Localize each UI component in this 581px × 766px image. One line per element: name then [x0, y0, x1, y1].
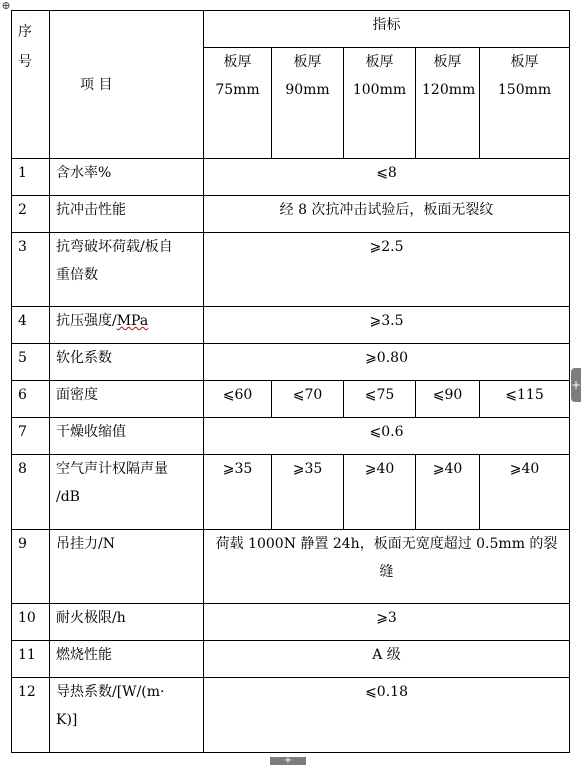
insert-row-button[interactable]: +: [270, 757, 306, 765]
table-row: [12, 233, 570, 307]
thickness-value: 90mm: [285, 82, 330, 98]
table-row: [12, 641, 570, 678]
table-row: [12, 307, 570, 344]
row-number: 6: [12, 381, 50, 418]
row-number: 10: [12, 604, 50, 641]
thickness-cell: [416, 48, 480, 159]
row-value: ⩾35: [272, 455, 344, 530]
row-item: [50, 678, 204, 753]
row-value: ⩾3: [204, 604, 570, 641]
header-row-1: [12, 11, 570, 48]
row-item-line1: 抗弯破坏荷载/板自: [56, 239, 173, 255]
table-row: [12, 159, 570, 196]
row-number: 1: [12, 159, 50, 196]
row-item: 面密度: [50, 381, 204, 418]
row-number: 7: [12, 418, 50, 455]
thickness-cell: [204, 48, 272, 159]
thickness-label: 板厚: [433, 54, 462, 70]
row-number: 5: [12, 344, 50, 381]
row-item-line2: K)]: [56, 712, 78, 728]
header-seq-cell: [12, 11, 50, 159]
row-item: 含水率%: [50, 159, 204, 196]
spec-table: [11, 10, 570, 753]
row-item: 吊挂力/N: [50, 530, 204, 604]
row-value: ⩾40: [480, 455, 570, 530]
row-value: ⩽0.6: [204, 418, 570, 455]
row-value-line2: 缝: [379, 564, 394, 580]
row-item-prefix: 抗压强度/: [56, 313, 117, 329]
row-item-unit: MPa: [116, 313, 149, 329]
row-item-line2: 重倍数: [56, 267, 98, 283]
table-row: [12, 418, 570, 455]
row-number: 3: [12, 233, 50, 307]
table-row: [12, 530, 570, 604]
row-item: 燃烧性能: [50, 641, 204, 678]
row-item: [50, 233, 204, 307]
row-item-line1: 空气声计权隔声量: [56, 461, 168, 477]
row-value: ⩾0.80: [204, 344, 570, 381]
header-item-label: 项 目: [80, 76, 113, 93]
thickness-cell: [480, 48, 570, 159]
row-value: ⩽90: [416, 381, 480, 418]
row-number: 8: [12, 455, 50, 530]
row-value: ⩽75: [344, 381, 416, 418]
row-value: ⩽8: [204, 159, 570, 196]
header-item-cell: [50, 11, 204, 159]
table-row: [12, 344, 570, 381]
row-number: 11: [12, 641, 50, 678]
thickness-value: 100mm: [352, 82, 407, 98]
row-value: ⩾40: [416, 455, 480, 530]
row-number: 12: [12, 678, 50, 753]
thickness-value: 120mm: [422, 82, 476, 98]
thickness-value: 75mm: [215, 82, 260, 98]
row-item: 耐火极限/h: [50, 604, 204, 641]
table-row: [12, 381, 570, 418]
row-value: ⩾40: [344, 455, 416, 530]
header-indicator-label: 指标: [372, 17, 401, 33]
spec-table-container: [11, 10, 570, 753]
row-item: 软化系数: [50, 344, 204, 381]
row-value: ⩽0.18: [204, 678, 570, 753]
row-value: A 级: [204, 641, 570, 678]
header-seq-line2: 号: [18, 54, 32, 70]
row-value: ⩽115: [480, 381, 570, 418]
row-item: 抗冲击性能: [50, 196, 204, 233]
row-number: 4: [12, 307, 50, 344]
row-value: ⩾2.5: [204, 233, 570, 307]
table-row: [12, 196, 570, 233]
table-move-handle-icon[interactable]: ⊕: [1, 0, 11, 12]
table-row: [12, 604, 570, 641]
header-seq-line1: 序: [18, 24, 32, 40]
table-row: [12, 678, 570, 753]
table-row: [12, 455, 570, 530]
thickness-label: 板厚: [365, 54, 394, 70]
row-number: 9: [12, 530, 50, 604]
header-indicator-cell: [204, 11, 570, 48]
thickness-label: 板厚: [223, 54, 252, 70]
row-value: ⩾3.5: [204, 307, 570, 344]
thickness-label: 板厚: [293, 54, 322, 70]
row-value: [204, 530, 570, 604]
row-value: ⩽60: [204, 381, 272, 418]
row-item: 干燥收缩值: [50, 418, 204, 455]
row-item: [50, 455, 204, 530]
thickness-value: 150mm: [497, 82, 552, 98]
row-item-line1: 导热系数/[W/(m·: [56, 684, 165, 700]
thickness-cell: [344, 48, 416, 159]
row-number: 2: [12, 196, 50, 233]
thickness-label: 板厚: [510, 54, 539, 70]
thickness-cell: [272, 48, 344, 159]
row-value: 经 8 次抗冲击试验后，板面无裂纹: [204, 196, 570, 233]
insert-column-button[interactable]: +: [571, 368, 581, 402]
row-value: ⩾35: [204, 455, 272, 530]
row-item: [50, 307, 204, 344]
row-value: ⩽70: [272, 381, 344, 418]
row-item-line2: /dB: [56, 489, 80, 505]
row-value-line1: 荷载 1000N 静置 24h，板面无宽度超过 0.5mm 的裂: [215, 536, 558, 552]
